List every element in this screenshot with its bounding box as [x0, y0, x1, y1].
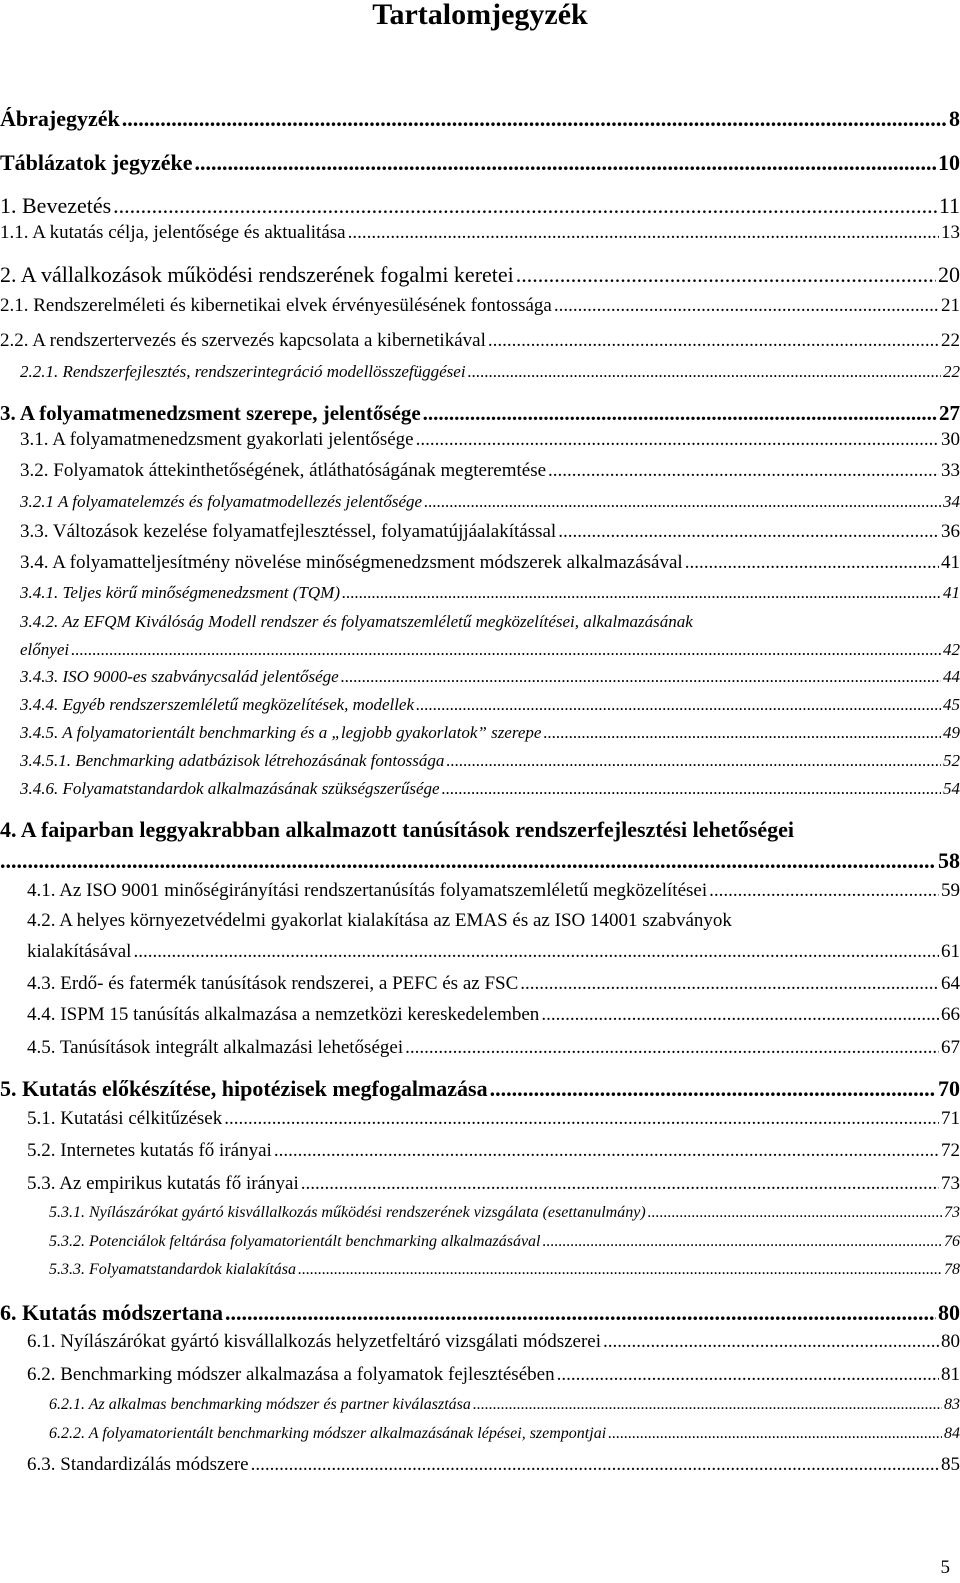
toc-entry-text: Ábrajegyzék — [0, 106, 120, 131]
toc-entry-page: 78 — [944, 1261, 960, 1278]
toc-entry-page: 20 — [938, 262, 960, 287]
toc-entry-page: 85 — [941, 1454, 960, 1475]
toc-entry-page: 34 — [943, 492, 960, 511]
toc-entry[interactable] — [20, 695, 960, 715]
toc-entry-page: 72 — [941, 1140, 960, 1161]
toc-entry[interactable] — [27, 973, 960, 995]
toc-entry-text: 3.4.4. Egyéb rendszerszemléletű megközelítések, modellek — [20, 695, 415, 714]
toc-entry-text: 3.1. A folyamatmenedzsment gyakorlati jelentősége — [20, 429, 414, 450]
toc-entry[interactable] — [49, 1425, 960, 1443]
toc-entry[interactable] — [0, 295, 960, 317]
toc-entry-page: 27 — [939, 401, 960, 425]
toc-entry-page: 59 — [941, 880, 960, 901]
toc-entry[interactable] — [27, 1140, 960, 1162]
toc-entry-page: 45 — [943, 695, 960, 714]
toc-entry-text: 4.1. Az ISO 9001 minőségirányítási rendszertanúsítás folyamatszemléletű megközelítései — [27, 880, 708, 901]
toc-entry-text: 4.4. ISPM 15 tanúsítás alkalmazása a nemzetközi kereskedelemben — [27, 1004, 540, 1025]
toc-entry[interactable] — [27, 1108, 960, 1130]
toc-entry-text: előnyei — [20, 640, 70, 659]
toc-entry-text: 6.3. Standardizálás módszere — [27, 1454, 249, 1475]
toc-entry-text: Táblázatok jegyzéke — [0, 150, 193, 175]
toc-entry[interactable] — [20, 429, 960, 451]
toc-entry[interactable] — [27, 1364, 960, 1386]
page-title: Tartalomjegyzék — [372, 0, 588, 31]
toc-entry[interactable] — [20, 521, 960, 543]
toc-entry-page: 21 — [941, 295, 960, 316]
toc-entry-page: 58 — [938, 848, 960, 873]
toc-entry-text: 3.2.1 A folyamatelemzés és folyamatmodellezés jelentősége — [20, 492, 423, 511]
toc-entry[interactable] — [20, 362, 960, 382]
toc-entry-page: 44 — [943, 667, 960, 686]
toc-entry[interactable] — [20, 723, 960, 743]
toc-entry-page: 13 — [941, 222, 960, 243]
toc-entry-page: 10 — [938, 150, 960, 175]
toc-entry[interactable] — [20, 552, 960, 574]
toc-entry-text: 5. Kutatás előkészítése, hipotézisek megfogalmazása — [0, 1076, 488, 1101]
toc-entry-text: kialakításával — [27, 941, 132, 962]
toc-entry[interactable] — [27, 1454, 960, 1476]
toc-entry-page: 67 — [941, 1037, 960, 1058]
toc-entry-text: 3.4.1. Teljes körű minőségmenedzsment (TQM) — [20, 583, 340, 602]
toc-entry[interactable] — [20, 751, 960, 771]
toc-entry-text: 6. Kutatás módszertana — [0, 1300, 224, 1325]
toc-entry[interactable] — [20, 460, 960, 482]
toc-entry-page: 22 — [941, 330, 960, 351]
toc-entry-page: 80 — [941, 1331, 960, 1352]
toc-entry-page: 11 — [938, 193, 960, 218]
toc-entry-page: 83 — [944, 1396, 960, 1413]
toc-entry-text: 6.1. Nyílászárókat gyártó kisvállalkozás helyzetfeltáró vizsgálati módszerei — [27, 1331, 602, 1352]
toc-entry[interactable] — [27, 941, 960, 963]
toc-entry-text: 3. A folyamatmenedzsment szerepe, jelentősége — [0, 401, 421, 425]
toc-entry-text: 5.1. Kutatási célkitűzések — [27, 1108, 223, 1129]
toc-entry[interactable] — [0, 401, 960, 426]
toc-entry-text: 5.3.2. Potenciálok feltárása folyamatorientált benchmarking alkalmazásával — [49, 1233, 541, 1250]
toc-entry-text: 3.4.5.1. Benchmarking adatbázisok létrehozásának fontossága — [20, 751, 445, 770]
toc-entry[interactable] — [0, 106, 960, 132]
toc-entry-text: 2.2.1. Rendszerfejlesztés, rendszerintegráció modellösszefüggései — [20, 362, 466, 381]
toc-entry-line1: 4.2. A helyes környezetvédelmi gyakorlat kialakítása az EMAS és az ISO 14001 szabványok — [27, 910, 732, 931]
toc-entry-page: 73 — [941, 1173, 960, 1194]
toc-entry-page: 41 — [943, 583, 960, 602]
toc-entry[interactable] — [20, 779, 960, 799]
toc-entry-page: 64 — [941, 973, 960, 994]
toc-entry-text: 2.2. A rendszertervezés és szervezés kapcsolata a kibernetikával — [0, 330, 486, 351]
toc-entry[interactable] — [49, 1204, 960, 1222]
toc-entry-page: 71 — [941, 1108, 960, 1129]
toc-entry-text: 3.4.6. Folyamatstandardok alkalmazásának szükségszerűsége — [20, 779, 440, 798]
toc-entry-page: 36 — [941, 521, 960, 542]
toc-entry[interactable] — [0, 262, 960, 288]
toc-entry[interactable] — [20, 492, 960, 512]
toc-entry-line1: 3.4.2. Az EFQM Kiválóság Modell rendszer és folyamatszemléletű megközelítései, alkalmazásának — [20, 612, 693, 631]
toc-entry-text: 5.3.1. Nyílászárókat gyártó kisvállalkozás működési rendszerének vizsgálata (esettanulmány) — [49, 1204, 646, 1221]
toc-entry-page: 30 — [941, 429, 960, 450]
toc-entry-page: 42 — [943, 640, 960, 659]
toc-entry[interactable] — [20, 640, 960, 660]
toc-entry-text: 5.2. Internetes kutatás fő irányai — [27, 1140, 272, 1161]
toc-entry-text: 3.4.5. A folyamatorientált benchmarking és a „legjobb gyakorlatok” szerepe — [20, 723, 542, 742]
toc-entry[interactable] — [49, 1233, 960, 1251]
toc-entry-text: 2.1. Rendszerelméleti és kibernetikai elvek érvényesülésének fontossága — [0, 295, 552, 316]
toc-entry-page: 41 — [941, 552, 960, 573]
toc-entry-page: 33 — [941, 460, 960, 481]
toc-entry-page: 49 — [943, 723, 960, 742]
toc-entry-text: 5.3. Az empirikus kutatás fő irányai — [27, 1173, 299, 1194]
toc-entry-text: 1. Bevezetés — [0, 193, 112, 218]
toc-entry-page: 61 — [941, 941, 960, 962]
toc-entry[interactable] — [0, 330, 960, 352]
toc-entry-text: 3.4. A folyamatteljesítmény növelése minőségmenedzsment módszerek alkalmazásával — [20, 552, 683, 573]
page-number: 5 — [940, 1557, 950, 1578]
toc-entry[interactable] — [27, 880, 960, 902]
toc-entry-page: 80 — [938, 1300, 960, 1325]
toc-entry-page: 8 — [949, 106, 960, 131]
toc-entry-text: 1.1. A kutatás célja, jelentősége és aktualitása — [0, 222, 346, 243]
toc-entry-text: 3.4.3. ISO 9000-es szabványcsalád jelentősége — [20, 667, 339, 686]
toc-entry-page: 22 — [943, 362, 960, 381]
toc-entry-text: 3.2. Folyamatok áttekinthetőségének, átláthatóságának megteremtése — [20, 460, 547, 481]
toc-entry-page: 52 — [943, 751, 960, 770]
toc-entry-text: 4.5. Tanúsítások integrált alkalmazási lehetőségei — [27, 1037, 404, 1058]
toc-entry[interactable] — [20, 583, 960, 603]
toc-entry-text: 6.2.2. A folyamatorientált benchmarking módszer alkalmazásának lépései, szempontjai — [49, 1425, 607, 1442]
toc-entry[interactable] — [0, 193, 960, 219]
toc-entry[interactable] — [49, 1261, 960, 1279]
toc-entry-text: 2. A vállalkozások működési rendszerének fogalmi keretei — [0, 262, 514, 287]
toc-entry-page: 66 — [941, 1004, 960, 1025]
toc-entry-page: 54 — [943, 779, 960, 798]
toc-entry-page: 76 — [944, 1233, 960, 1250]
toc-entry-page: 70 — [938, 1076, 960, 1101]
toc-entry-text: 6.2. Benchmarking módszer alkalmazása a folyamatok fejlesztésében — [27, 1364, 555, 1385]
toc-entry-page: 81 — [941, 1364, 960, 1385]
toc-entry[interactable] — [20, 667, 960, 687]
toc-entry[interactable] — [27, 1037, 960, 1059]
toc-entry[interactable] — [49, 1396, 960, 1414]
toc-entry[interactable] — [0, 848, 960, 874]
toc-entry[interactable] — [0, 1300, 960, 1326]
toc-entry[interactable] — [27, 1331, 960, 1353]
toc-entry-text: 4.3. Erdő- és fatermék tanúsítások rendszerei, a PEFC és az FSC — [27, 973, 519, 994]
toc-entry-page: 73 — [944, 1204, 960, 1221]
toc-entry-text: 5.3.3. Folyamatstandardok kialakítása — [49, 1261, 296, 1278]
toc-entry[interactable] — [0, 222, 960, 244]
toc-entry[interactable] — [27, 1004, 960, 1026]
toc-entry[interactable] — [27, 1173, 960, 1195]
toc-entry-text: 3.3. Változások kezelése folyamatfejlesztéssel, folyamatújjáalakítással — [20, 521, 557, 542]
toc-entry[interactable] — [0, 1076, 960, 1102]
toc-entry-line1: 4. A faiparban leggyakrabban alkalmazott tanúsítások rendszerfejlesztési lehetőségei — [0, 817, 794, 842]
toc-entry-text: 6.2.1. Az alkalmas benchmarking módszer és partner kiválasztása — [49, 1396, 471, 1413]
toc-entry-page: 84 — [944, 1425, 960, 1442]
toc-entry[interactable] — [0, 150, 960, 176]
